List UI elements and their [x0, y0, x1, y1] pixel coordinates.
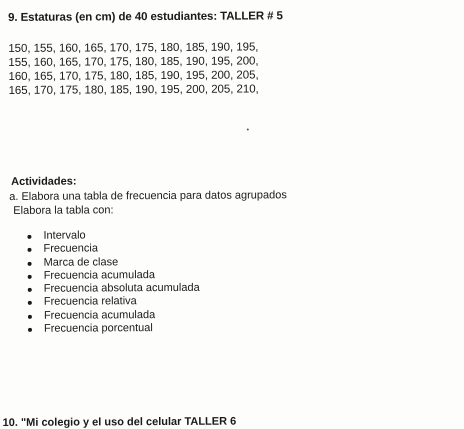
list-item [26, 309, 200, 323]
list-item [26, 255, 200, 269]
instruction-a: a. Elabora una tabla de frecuencia para datos agrupados [9, 189, 287, 203]
list-item-label: Frecuencia relativa [43, 295, 137, 309]
instruction-b: Elabora la tabla con: [13, 204, 114, 217]
list-item [26, 269, 200, 283]
table-columns-list [25, 229, 200, 336]
paper-speck [247, 128, 249, 130]
bullet-icon [28, 248, 32, 252]
list-item [25, 242, 199, 256]
data-line: 155, 160, 165, 170, 175, 180, 185, 190, 195, 200, [8, 55, 259, 69]
bullet-icon [28, 315, 32, 319]
actividades-heading: Actividades: [11, 175, 77, 188]
data-line: 150, 155, 160, 165, 170, 175, 180, 185, 190, 195, [8, 41, 259, 55]
list-item [26, 322, 200, 336]
list-item-label: Frecuencia acumulada [43, 308, 156, 322]
bullet-icon [28, 328, 32, 332]
list-item [26, 295, 200, 309]
list-item-label: Intervalo [43, 229, 86, 242]
data-line: 160, 165, 170, 175, 180, 185, 190, 195, 200, 205, [8, 69, 259, 83]
section-10-title: 10. "Mi colegio y el uso del celular TALLER 6 [2, 415, 237, 429]
data-line: 165, 170, 175, 180, 185, 190, 195, 200, 205, 210, [8, 83, 259, 97]
bullet-icon [28, 261, 32, 265]
list-item-label: Frecuencia porcentual [43, 322, 153, 335]
bullet-icon [28, 288, 32, 292]
bullet-icon [28, 301, 32, 305]
list-item-label: Marca de clase [43, 255, 119, 269]
list-item [26, 282, 200, 296]
heights-data-block [8, 40, 258, 98]
list-item [25, 229, 199, 243]
section-9-title: 9. Estaturas (en cm) de 40 estudiantes: TALLER # 5 [8, 10, 283, 24]
bullet-icon [27, 235, 31, 239]
list-item-label: Frecuencia acumulada [43, 268, 156, 282]
bullet-icon [28, 275, 32, 279]
list-item-label: Frecuencia absoluta acumulada [43, 281, 200, 295]
list-item-label: Frecuencia [43, 242, 98, 256]
